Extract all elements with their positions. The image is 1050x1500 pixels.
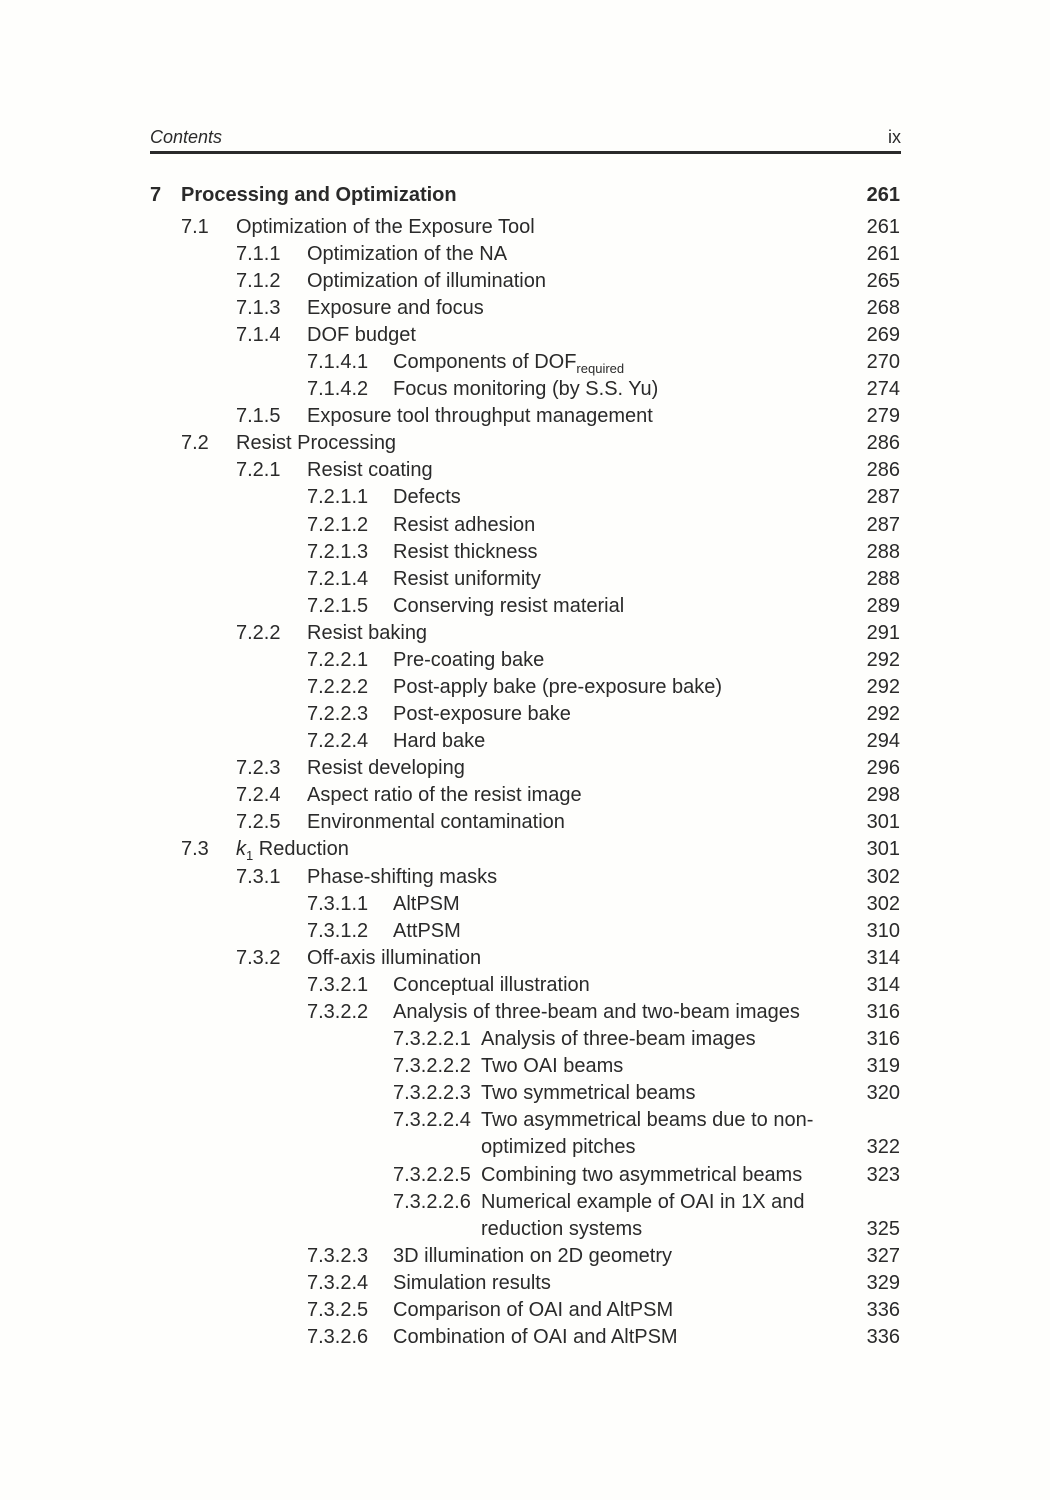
toc-title: DOF budget [307, 324, 416, 346]
toc-entry[interactable] [0, 594, 1050, 621]
toc-title: Phase-shifting masks [307, 866, 498, 888]
toc-page: 292 [866, 703, 900, 725]
toc-number: 7.2 [181, 432, 209, 454]
toc-number: 7.2.2.1 [307, 649, 369, 671]
toc-title: Resist Processing [236, 432, 397, 454]
toc-title-main: Reduction [258, 838, 349, 860]
toc-entry[interactable] [0, 323, 1050, 350]
toc-entry[interactable] [0, 865, 1050, 892]
toc-page: 323 [866, 1164, 900, 1186]
toc-page: 261 [866, 243, 900, 265]
toc-entry[interactable] [0, 540, 1050, 567]
toc-number: 7.2.2 [236, 622, 281, 644]
toc-title: Resist thickness [393, 541, 538, 563]
toc-entry[interactable] [0, 431, 1050, 458]
toc-title: Resist baking [307, 622, 428, 644]
toc-title: Optimization of the Exposure Tool [236, 216, 535, 238]
toc-title: Resist developing [307, 757, 465, 779]
toc-page: 336 [866, 1326, 900, 1348]
toc-entry[interactable] [0, 404, 1050, 431]
toc-chapter-entry[interactable] [0, 183, 1050, 210]
toc-number: 7.3.1.2 [307, 920, 369, 942]
toc-number: 7.1.2 [236, 270, 281, 292]
toc-number: 7.1 [181, 216, 209, 238]
toc-number: 7.2.1 [236, 459, 281, 481]
toc-number: 7.2.2.3 [307, 703, 369, 725]
toc-entry[interactable] [0, 1163, 1050, 1190]
toc-title: Optimization of the NA [307, 243, 508, 265]
toc-page: 269 [866, 324, 900, 346]
toc-title: Two asymmetrical beams due to non- [481, 1109, 814, 1131]
toc-page: 314 [866, 947, 900, 969]
toc-number: 7.1.3 [236, 297, 281, 319]
toc-title-main: Components of DOF [393, 351, 577, 373]
toc-title-continuation: optimized pitches [481, 1136, 636, 1158]
toc-number: 7.2.2.4 [307, 730, 369, 752]
toc-number: 7.2.1.2 [307, 514, 369, 536]
toc-title-subscript: 1 [246, 848, 254, 863]
toc-title: Resist adhesion [393, 514, 536, 536]
toc-title: Defects [393, 486, 461, 508]
toc-number: 7.3.2.2.2 [393, 1055, 471, 1077]
toc-title: Processing and Optimization [181, 184, 457, 206]
toc-page: 314 [866, 974, 900, 996]
toc-page: 310 [866, 920, 900, 942]
toc-number: 7.2.1.4 [307, 568, 369, 590]
toc-page: 329 [866, 1272, 900, 1294]
toc-title: Exposure tool throughput management [307, 405, 653, 427]
toc-title: Aspect ratio of the resist image [307, 784, 582, 806]
toc-title [236, 837, 349, 861]
toc-page: 287 [866, 514, 900, 536]
toc-entry[interactable] [0, 1000, 1050, 1027]
toc-number: 7.3.2.2.5 [393, 1164, 471, 1186]
toc-page: 327 [866, 1245, 900, 1267]
toc-title [393, 350, 624, 374]
toc-title: Numerical example of OAI in 1X and [481, 1191, 805, 1213]
toc-title: Post-apply bake (pre-exposure bake) [393, 676, 723, 698]
toc-title: Pre-coating bake [393, 649, 545, 671]
toc-entry[interactable] [0, 377, 1050, 404]
toc-page: 302 [866, 893, 900, 915]
toc-page: 301 [866, 811, 900, 833]
toc-page: 316 [866, 1001, 900, 1023]
toc-number: 7.3 [181, 838, 209, 860]
toc-entry[interactable] [0, 242, 1050, 269]
toc-page: 274 [866, 378, 900, 400]
toc-title-k-symbol: k [236, 838, 246, 860]
toc-title: Post-exposure bake [393, 703, 571, 725]
toc-page: 292 [866, 676, 900, 698]
toc-entry[interactable] [0, 892, 1050, 919]
toc-entry[interactable] [0, 1027, 1050, 1054]
toc-entry[interactable] [0, 837, 1050, 864]
toc-title: Resist uniformity [393, 568, 541, 590]
toc-page: 319 [866, 1055, 900, 1077]
toc-title: Analysis of three-beam and two-beam images [393, 1001, 800, 1023]
toc-page: 287 [866, 486, 900, 508]
toc-number: 7.3.2.5 [307, 1299, 369, 1321]
toc-number: 7.1.1 [236, 243, 281, 265]
toc-page: 286 [866, 459, 900, 481]
toc-number: 7.1.4.1 [307, 351, 369, 373]
toc-number: 7.3.2.6 [307, 1326, 369, 1348]
toc-entry[interactable] [0, 675, 1050, 702]
toc-title: Two OAI beams [481, 1055, 624, 1077]
toc-title: Conceptual illustration [393, 974, 590, 996]
toc-page: 301 [866, 838, 900, 860]
toc-title: Exposure and focus [307, 297, 484, 319]
toc-number: 7.3.2.2 [307, 1001, 369, 1023]
toc-page: 320 [866, 1082, 900, 1104]
toc-entry[interactable] [0, 269, 1050, 296]
toc-page: 291 [866, 622, 900, 644]
toc-entry[interactable] [0, 1190, 1050, 1244]
page-number: ix [888, 127, 901, 147]
toc-entry[interactable] [0, 567, 1050, 594]
toc-entry[interactable] [0, 215, 1050, 242]
toc-entry[interactable] [0, 783, 1050, 810]
toc-page: 302 [866, 866, 900, 888]
toc-number: 7.2.5 [236, 811, 281, 833]
toc-entry[interactable] [0, 458, 1050, 485]
toc-entry[interactable] [0, 1108, 1050, 1162]
toc-entry[interactable] [0, 1271, 1050, 1298]
toc-entry[interactable] [0, 621, 1050, 648]
toc-title-continuation: reduction systems [481, 1218, 643, 1240]
toc-page: 298 [866, 784, 900, 806]
running-header-title: Contents [150, 127, 223, 147]
toc-number: 7.2.1.3 [307, 541, 369, 563]
toc-entry[interactable] [0, 1244, 1050, 1271]
toc-number: 7.1.4 [236, 324, 281, 346]
toc-entry[interactable] [0, 296, 1050, 323]
toc-page: 265 [866, 270, 900, 292]
toc-entry[interactable] [0, 919, 1050, 946]
toc-entry[interactable] [0, 648, 1050, 675]
toc-entry[interactable] [0, 1054, 1050, 1081]
toc-page: 261 [866, 216, 900, 238]
toc-number: 7.3.2 [236, 947, 281, 969]
toc-number: 7.3.2.2.3 [393, 1082, 471, 1104]
toc-entry[interactable] [0, 973, 1050, 1000]
toc-number: 7.3.2.1 [307, 974, 369, 996]
toc-title: Analysis of three-beam images [481, 1028, 756, 1050]
toc-title: Resist coating [307, 459, 433, 481]
toc-page: 325 [866, 1218, 900, 1240]
toc-title: Off-axis illumination [307, 947, 482, 969]
toc-title: Combining two asymmetrical beams [481, 1164, 803, 1186]
toc-entry[interactable] [0, 729, 1050, 756]
toc-number: 7.3.1 [236, 866, 281, 888]
toc-entry[interactable] [0, 513, 1050, 540]
toc-entry[interactable] [0, 810, 1050, 837]
toc-page: 292 [866, 649, 900, 671]
toc-entry[interactable] [0, 1325, 1050, 1352]
toc-number: 7.2.1.5 [307, 595, 369, 617]
toc-number: 7.3.2.2.6 [393, 1191, 471, 1213]
toc-title: Comparison of OAI and AltPSM [393, 1299, 674, 1321]
toc-page: 316 [866, 1028, 900, 1050]
toc-page: 336 [866, 1299, 900, 1321]
toc-entry[interactable] [0, 350, 1050, 377]
toc-page: 286 [866, 432, 900, 454]
toc-page: 279 [866, 405, 900, 427]
toc-number: 7.2.1.1 [307, 486, 369, 508]
toc-number: 7.3.1.1 [307, 893, 369, 915]
toc-number: 7.3.2.2.1 [393, 1028, 471, 1050]
toc-title: Environmental contamination [307, 811, 565, 833]
toc-title: Simulation results [393, 1272, 551, 1294]
toc-title: Hard bake [393, 730, 486, 752]
toc-title: Focus monitoring (by S.S. Yu) [393, 378, 659, 400]
toc-title: Conserving resist material [393, 595, 625, 617]
toc-title-subscript: required [576, 361, 625, 376]
toc-page: 270 [866, 351, 900, 373]
header-rule [150, 151, 901, 154]
toc-page: 268 [866, 297, 900, 319]
toc-number: 7 [150, 184, 162, 206]
toc-number: 7.1.5 [236, 405, 281, 427]
toc-page: 296 [866, 757, 900, 779]
toc-page: 322 [866, 1136, 900, 1158]
toc-page: 294 [866, 730, 900, 752]
toc-entry[interactable] [0, 485, 1050, 512]
toc-title: Optimization of illumination [307, 270, 546, 292]
toc-title: AttPSM [393, 920, 461, 942]
toc-title: 3D illumination on 2D geometry [393, 1245, 673, 1267]
toc-title: Combination of OAI and AltPSM [393, 1326, 678, 1348]
toc-entry[interactable] [0, 1298, 1050, 1325]
toc-number: 7.1.4.2 [307, 378, 369, 400]
running-header [150, 127, 901, 149]
toc-page: 288 [866, 568, 900, 590]
toc-page: 288 [866, 541, 900, 563]
toc-number: 7.3.2.2.4 [393, 1109, 471, 1131]
toc-number: 7.3.2.3 [307, 1245, 369, 1267]
toc-page: 261 [866, 184, 900, 206]
toc-entry[interactable] [0, 702, 1050, 729]
toc-number: 7.2.2.2 [307, 676, 369, 698]
toc-title: AltPSM [393, 893, 460, 915]
toc-entry[interactable] [0, 1081, 1050, 1108]
toc-number: 7.3.2.4 [307, 1272, 369, 1294]
toc-page: 289 [866, 595, 900, 617]
toc-number: 7.2.3 [236, 757, 281, 779]
toc-number: 7.2.4 [236, 784, 281, 806]
toc-entry[interactable] [0, 946, 1050, 973]
toc-entry[interactable] [0, 756, 1050, 783]
toc-title: Two symmetrical beams [481, 1082, 696, 1104]
